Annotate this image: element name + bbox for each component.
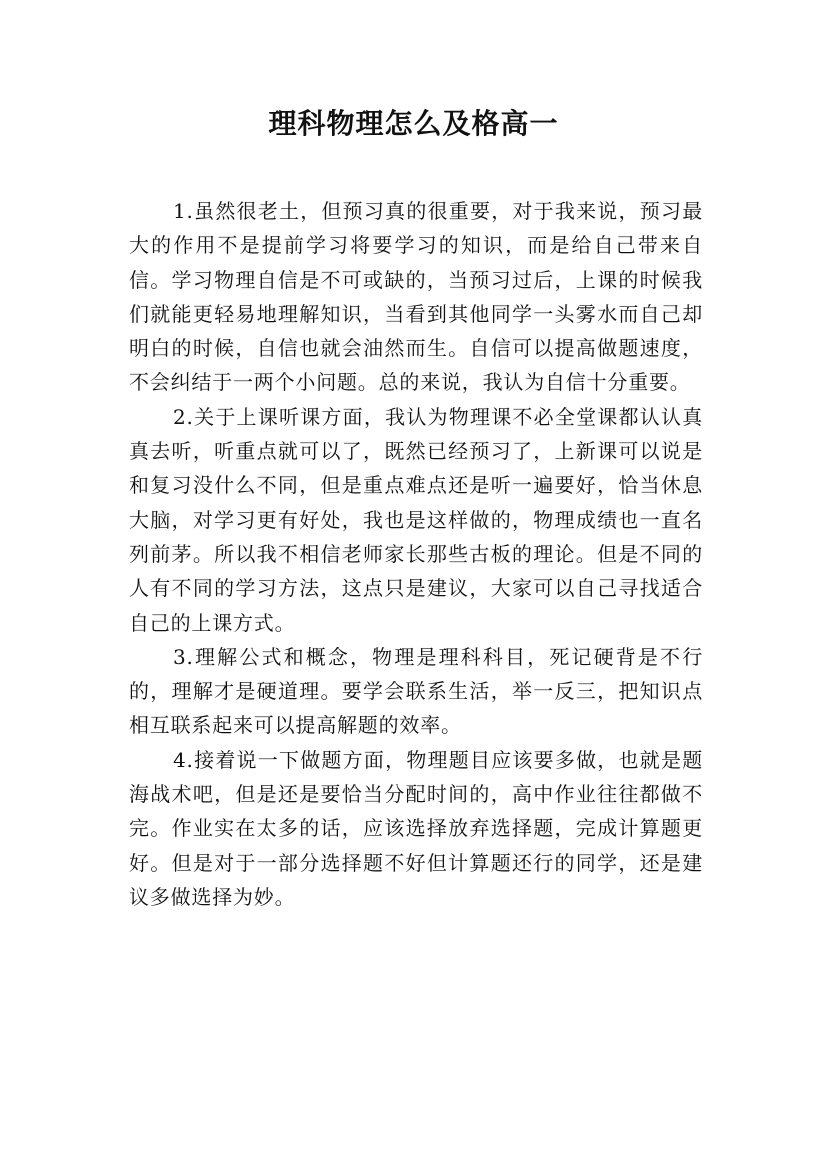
paragraph-4: 4.接着说一下做题方面，物理题目应该要多做，也就是题海战术吧，但是还是要恰当分配时间的，高中作业往往都做不完。作业实在太多的话，应该选择放弃选择题，完成计算题更好。但是对于一部分选择题不好但计算题还行的同学，还是建议多做选择为妙。 bbox=[129, 747, 703, 909]
document-body bbox=[129, 194, 703, 914]
document-title: 理科物理怎么及格高一 bbox=[268, 107, 559, 140]
paragraph-3: 3.理解公式和概念，物理是理科科目，死记硬背是不行的，理解才是硬道理。要学会联系生活，举一反三，把知识点相互联系起来可以提高解题的效率。 bbox=[129, 644, 703, 738]
paragraph-2: 2.关于上课听课方面，我认为物理课不必全堂课都认认真真去听，听重点就可以了，既然已经预习了，上新课可以说是和复习没什么不同，但是重点难点还是听一遍要好，恰当休息大脑，对学习更有好处，我也是这样做的，物理成绩也一直名列前茅。所以我不相信老师家长那些古板的理论。但是不同的人有不同的学习方法，这点只是建议，大家可以自己寻找适合自己的上课方式。 bbox=[129, 404, 703, 635]
paragraph-1: 1.虽然很老土，但预习真的很重要，对于我来说，预习最大的作用不是提前学习将要学习的知识，而是给自己带来自信。学习物理自信是不可或缺的，当预习过后，上课的时候我们就能更轻易地理解知识，当看到其他同学一头雾水而自己却明白的时候，自信也就会油然而生。自信可以提高做题速度，不会纠结于一两个小问题。总的来说，我认为自信十分重要。 bbox=[129, 199, 703, 395]
